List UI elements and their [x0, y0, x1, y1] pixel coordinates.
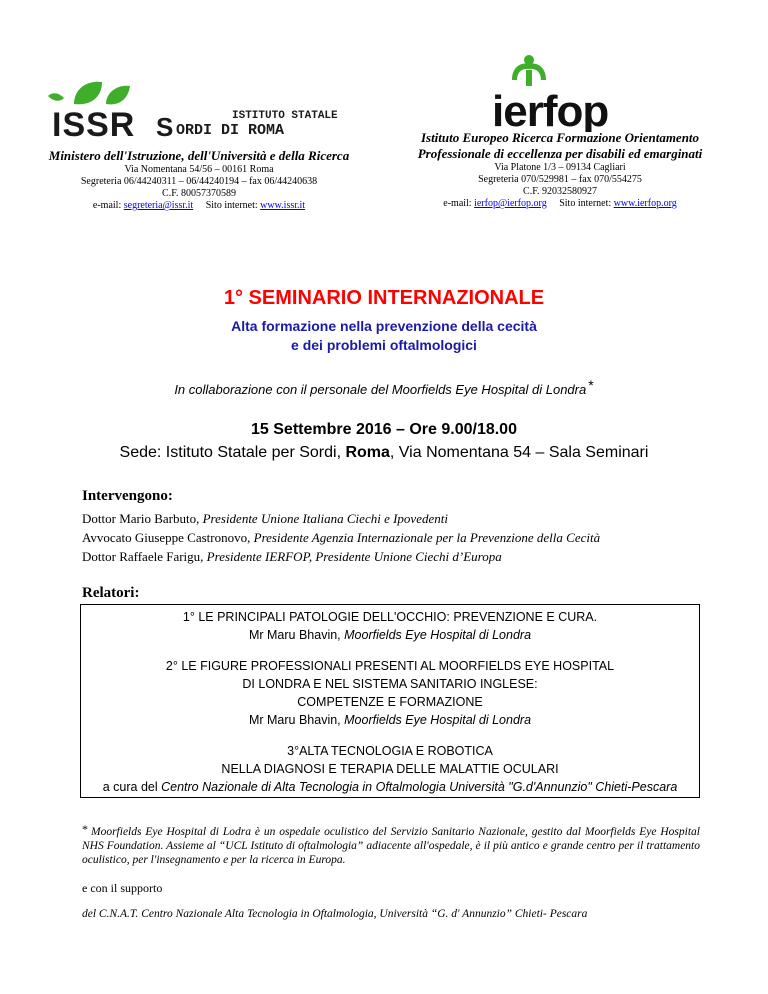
right-site-link[interactable]: www.ierfop.org — [613, 198, 677, 209]
right-org-header — [410, 130, 710, 210]
speaker-line — [82, 549, 502, 565]
seminar-title: 1° SEMINARIO INTERNAZIONALE — [223, 287, 545, 309]
svg-text:ISTITUTO STATALE: ISTITUTO STATALE — [232, 110, 338, 122]
venue-suffix: , Via Nomentana 54 – Sala Seminari — [389, 444, 649, 461]
left-org-phones: Segreteria 06/44240311 – 06/44240194 – fax 06/44240638 — [80, 176, 318, 187]
right-org-title: Istituto Europeo Ricerca Formazione Orientamento Professionale di eccellenza per disabili ed emarginati — [417, 130, 703, 161]
ierfop-logo-text: ierfop — [492, 87, 609, 132]
left-org-contacts — [44, 200, 354, 212]
speaker-name: Dottor Mario Barbuto, — [82, 511, 203, 526]
right-org-address: Via Platone 1/3 – 09134 Cagliari — [494, 162, 626, 173]
speaker-line — [82, 511, 448, 527]
relatori-box — [80, 604, 700, 798]
right-email-label: e-mail: — [443, 198, 472, 209]
seminar-subtitle-line2: e dei problemi oftalmologici — [291, 337, 477, 353]
speaker-name: Avvocato Giuseppe Castronovo, — [82, 530, 254, 545]
support-organization: del C.N.A.T. Centro Nazionale Alta Tecnologia in Oftalmologia, Università “G. d' Annunzio” Chieti- Pescara — [82, 908, 588, 920]
left-email-link[interactable]: segreteria@issr.it — [123, 200, 194, 211]
topic2-line3: COMPETENZE E FORMAZIONE — [297, 695, 483, 709]
seminar-subtitle-line1: Alta formazione nella prevenzione della cecità — [231, 318, 537, 334]
svg-text:S: S — [156, 112, 174, 140]
collaboration-note — [0, 377, 768, 397]
topic1-speaker — [81, 628, 699, 642]
speaker-role: Presidente Unione Italiana Ciechi e Ipovedenti — [202, 511, 448, 526]
left-org-address: Via Nomentana 54/56 – 00161 Roma — [124, 164, 274, 175]
left-site-label: Sito internet: — [205, 200, 258, 211]
venue-city: Roma — [345, 444, 390, 461]
left-org-header — [44, 148, 354, 212]
svg-text:ORDI DI ROMA: ORDI DI ROMA — [176, 122, 285, 139]
topic2-speaker — [81, 713, 699, 727]
left-org-cf: C.F. 80057370589 — [162, 188, 236, 199]
topic3-affiliation: Centro Nazionale di Alta Tecnologia in Oftalmologia Università "G.d'Annunzio" Chieti-Pescara — [161, 780, 678, 794]
right-site-label: Sito internet: — [559, 198, 612, 209]
footnote-text: Moorfields Eye Hospital di Lodra è un ospedale oculistico del Servizio Sanitario Nazionale, gestito dal Moorfields Eye Hospital NHS Foundation. Assieme al “UCL Istituto di oftalmologia” adiacente all'ospedale, è il più antico e grande centro per il trattamento oculistico, per l'insegnamento e per la ricerca in Europa. — [82, 826, 700, 866]
topic3-prefix: a cura del — [102, 780, 162, 794]
footnote-marker: * — [588, 377, 594, 393]
speaker-line — [82, 530, 600, 546]
intervengono-heading: Intervengono: — [82, 488, 173, 504]
issr-logo — [44, 74, 364, 140]
right-org-cf: C.F. 92032580927 — [523, 186, 597, 197]
right-org-contacts — [410, 198, 710, 210]
topic1-title: 1° LE PRINCIPALI PATOLOGIE DELL'OCCHIO: PREVENZIONE E CURA. — [182, 610, 598, 624]
speaker-name: Dottor Raffaele Farigu, — [82, 549, 207, 564]
footnote — [82, 822, 700, 867]
topic3-line1: 3°ALTA TECNOLOGIA E ROBOTICA — [287, 744, 493, 758]
right-org-phones: Segreteria 070/529981 – fax 070/554275 — [478, 174, 642, 185]
topic1-affiliation: Moorfields Eye Hospital di Londra — [344, 628, 532, 642]
topic3-credit — [81, 780, 699, 794]
topic2-speaker-name: Mr Maru Bhavin, — [248, 713, 345, 727]
topic2-affiliation: Moorfields Eye Hospital di Londra — [344, 713, 532, 727]
speaker-role: Presidente Agenzia Internazionale per la Prevenzione della Cecità — [253, 530, 601, 545]
topic2-line1: 2° LE FIGURE PROFESSIONALI PRESENTI AL MOORFIELDS EYE HOSPITAL — [165, 659, 615, 673]
seminar-date: 15 Settembre 2016 – Ore 9.00/18.00 — [251, 421, 517, 438]
support-label: e con il supporto — [82, 881, 163, 895]
left-site-link[interactable]: www.issr.it — [260, 200, 306, 211]
left-org-title: Ministero dell'Istruzione, dell'Università e della Ricerca — [48, 148, 350, 163]
topic3-line2: NELLA DIAGNOSI E TERAPIA DELLE MALATTIE OCULARI — [221, 762, 559, 776]
topic1-speaker-name: Mr Maru Bhavin, — [248, 628, 345, 642]
right-email-link[interactable]: ierfop@ierfop.org — [474, 198, 547, 209]
speaker-role: Presidente IERFOP, Presidente Unione Ciechi d’Europa — [206, 549, 502, 564]
seminar-venue — [0, 444, 768, 462]
collaboration-text: In collaborazione con il personale del Moorfields Eye Hospital di Londra — [174, 382, 587, 397]
venue-prefix: Sede: Istituto Statale per Sordi, — [119, 444, 346, 461]
left-email-label: e-mail: — [92, 200, 122, 211]
footnote-mark: * — [82, 822, 88, 836]
relatori-heading: Relatori: — [82, 585, 140, 601]
ierfop-logo — [486, 52, 636, 132]
topic2-line2: DI LONDRA E NEL SISTEMA SANITARIO INGLESE: — [242, 677, 538, 691]
svg-text:ISSR: ISSR — [52, 106, 136, 140]
